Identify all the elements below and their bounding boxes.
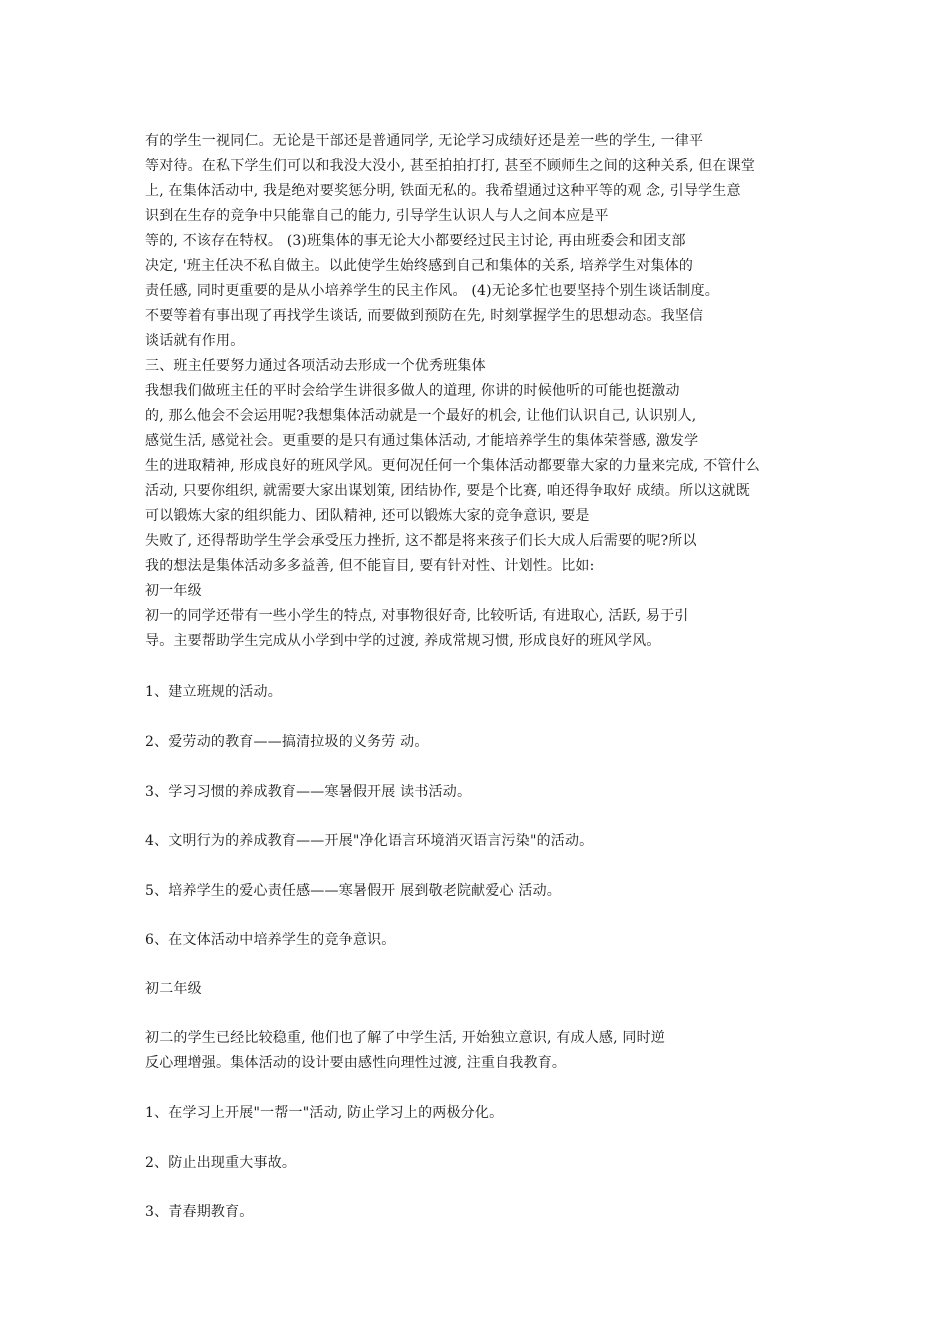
text-line: 导。主要帮助学生完成从小学到中学的过渡, 养成常规习惯, 形成良好的班风学风。	[145, 633, 661, 649]
text-line: 决定, '班主任决不私自做主。以此使学生始终感到自己和集体的关系, 培养学生对集体的	[145, 258, 694, 274]
text-line: 我的想法是集体活动多多益善, 但不能盲目, 要有针对性、计划性。比如:	[145, 558, 595, 574]
list-item: 5、培养学生的爱心责任感——寒暑假开 展到敬老院献爱心 活动。	[145, 883, 562, 899]
text-line: 等对待。在私下学生们可以和我没大没小, 甚至拍拍打打, 甚至不顾师生之间的这种关系, 但在课堂	[145, 158, 756, 174]
text-line: 失败了, 还得帮助学生学会承受压力挫折, 这不都是将来孩子们长大成人后需要的呢?所以	[145, 533, 697, 549]
text-line: 我想我们做班主任的平时会给学生讲很多做人的道理, 你讲的时候他听的可能也挺激动	[145, 383, 680, 399]
list-item: 4、文明行为的养成教育——开展"净化语言环境消灭语言污染"的活动。	[145, 833, 594, 849]
text-line: 不要等着有事出现了再找学生谈话, 而要做到预防在先, 时刻掌握学生的思想动态。我坚信	[145, 308, 704, 324]
list-item: 1、建立班规的活动。	[145, 684, 282, 700]
text-line: 感觉生活, 感觉社会。更重要的是只有通过集体活动, 才能培养学生的集体荣誉感, 激发学	[145, 433, 699, 449]
text-line: 初二的学生已经比较稳重, 他们也了解了中学生活, 开始独立意识, 有成人感, 同时逆	[145, 1030, 665, 1046]
text-line: 责任感, 同时更重要的是从小培养学生的民主作风。 (4)无论多忙也要坚持个别生谈话制度。	[145, 283, 719, 299]
text-line: 识到在生存的竞争中只能靠自己的能力, 引导学生认识人与人之间本应是平	[145, 208, 609, 224]
text-line: 等的, 不该存在特权。 (3)班集体的事无论大小都要经过民主讨论, 再由班委会和团支部	[145, 233, 686, 249]
list-item: 3、学习习惯的养成教育——寒暑假开展 读书活动。	[145, 784, 472, 800]
list-item: 2、防止出现重大事故。	[145, 1155, 297, 1171]
grade-heading: 初二年级	[145, 981, 202, 997]
text-line: 反心理增强。集体活动的设计要由感性向理性过渡, 注重自我教育。	[145, 1055, 567, 1071]
text-line: 初一的同学还带有一些小学生的特点, 对事物很好奇, 比较听话, 有进取心, 活跃, 易于引	[145, 608, 689, 624]
list-item: 1、在学习上开展"一帮一"活动, 防止学习上的两极分化。	[145, 1105, 504, 1121]
text-line: 活动, 只要你组织, 就需要大家出谋划策, 团结协作, 要是个比赛, 咱还得争取好 成绩。所以这就既	[145, 483, 750, 499]
list-item: 6、在文体活动中培养学生的竞争意识。	[145, 932, 396, 948]
list-item: 2、爱劳动的教育——搞清拉圾的义务劳 动。	[145, 734, 429, 750]
list-item: 3、青春期教育。	[145, 1204, 254, 1220]
grade-heading: 初一年级	[145, 583, 202, 599]
text-line: 上, 在集体活动中, 我是绝对要奖惩分明, 铁面无私的。我希望通过这种平等的观 念, 引导学生意	[145, 183, 741, 199]
text-line: 有的学生一视同仁。无论是干部还是普通同学, 无论学习成绩好还是差一些的学生, 一律平	[145, 133, 704, 149]
text-line: 的, 那么他会不会运用呢?我想集体活动就是一个最好的机会, 让他们认识自己, 认识别人,	[145, 408, 697, 424]
text-line: 生的进取精神, 形成良好的班风学风。更何况任何一个集体活动都要靠大家的力量来完成, 不管什么	[145, 458, 760, 474]
text-line: 可以锻炼大家的组织能力、团队精神, 还可以锻炼大家的竞争意识, 要是	[145, 508, 590, 524]
text-line: 谈话就有作用。	[145, 333, 245, 349]
section-heading: 三、班主任要努力通过各项活动去形成一个优秀班集体	[145, 358, 486, 374]
